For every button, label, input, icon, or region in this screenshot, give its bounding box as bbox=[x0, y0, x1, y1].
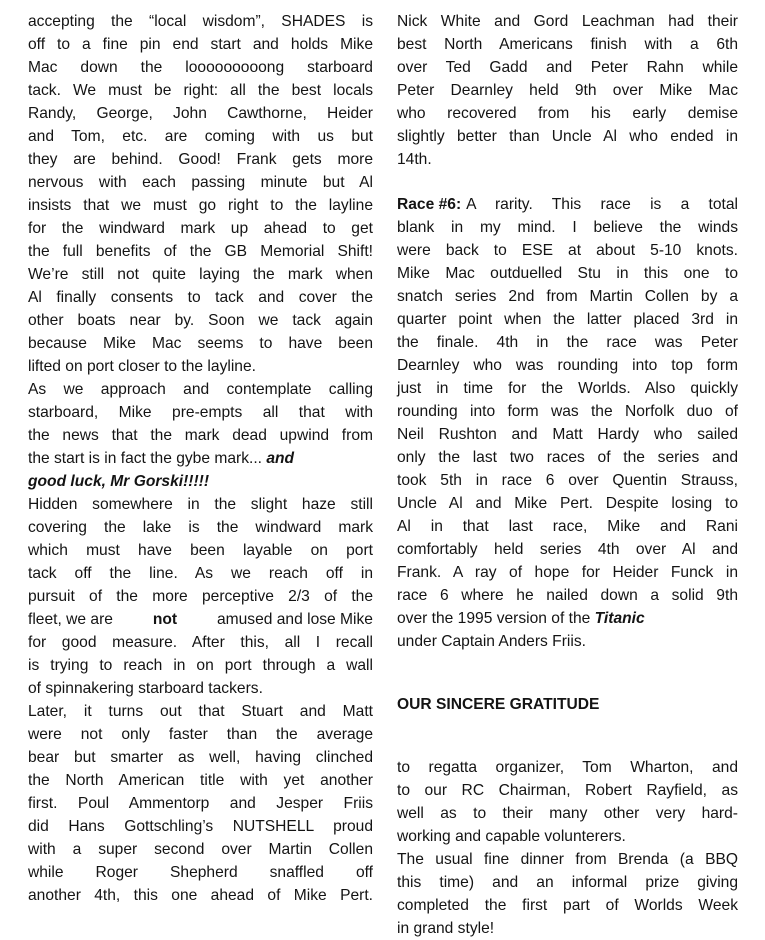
text-line: because Mike Mac seems to have been bbox=[28, 335, 373, 352]
text-line: for the windward mark up ahead to get bbox=[28, 220, 373, 237]
text-line: to regatta organizer, Tom Wharton, and bbox=[397, 759, 738, 776]
paragraph-gap bbox=[397, 716, 738, 756]
text-line: Dearnley who was rounding into top form bbox=[397, 357, 738, 374]
text-line: with a super second over Martin Collen bbox=[28, 841, 373, 858]
emphasis-not: not bbox=[152, 611, 178, 628]
text-line: covering the lake is the windward mark bbox=[28, 519, 373, 536]
text-line: and Tom, etc. are coming with us but bbox=[28, 128, 373, 145]
text-line: is trying to reach in on port through a wall bbox=[28, 657, 373, 674]
text-line: the finale. 4th in the race was Peter bbox=[397, 334, 738, 351]
text-line: As we approach and contemplate calling bbox=[28, 381, 373, 398]
left-column bbox=[28, 10, 373, 907]
text-line: which must have been layable on port bbox=[28, 542, 373, 559]
text-line: lifted on port closer to the layline. bbox=[28, 358, 256, 375]
text-segment: over the 1995 version of the bbox=[397, 610, 591, 627]
text-line: the news that the mark dead upwind from bbox=[28, 427, 373, 444]
text-line: Randy, George, John Cawthorne, Heider bbox=[28, 105, 373, 122]
emphasis-and: and bbox=[266, 450, 295, 467]
text-line: while Roger Shepherd snaffled off bbox=[28, 864, 373, 881]
text-line: were not only faster than the average bbox=[28, 726, 373, 743]
text-line bbox=[397, 607, 738, 630]
text-line: Mac down the looooooooong starboard bbox=[28, 59, 373, 76]
text-line: another 4th, this one ahead of Mike Pert. bbox=[28, 887, 373, 904]
text-line bbox=[397, 193, 738, 216]
text-line: blank in my mind. I believe the winds bbox=[397, 219, 738, 236]
text-line: to our RC Chairman, Robert Rayfield, as bbox=[397, 782, 738, 799]
text-line: The usual fine dinner from Brenda (a BBQ bbox=[397, 851, 738, 868]
text-line: good luck, Mr Gorski!!!!! bbox=[28, 473, 210, 490]
text-line: 14th. bbox=[397, 151, 432, 168]
text-line: We’re still not quite laying the mark when bbox=[28, 266, 373, 283]
text-line: for good measure. After this, all I recall bbox=[28, 634, 373, 651]
text-line: Peter Dearnley held 9th over Mike Mac bbox=[397, 82, 738, 99]
text-line: working and capable volunterers. bbox=[397, 828, 626, 845]
text-line bbox=[28, 447, 373, 470]
text-line: just in time for the Worlds. Also quickly bbox=[397, 380, 738, 397]
text-line: were back to ESE at about 5-10 knots. bbox=[397, 242, 738, 259]
text-line: pursuit of the more perceptive 2/3 of the bbox=[28, 588, 373, 605]
text-line: tack. We must be right: all the best locals bbox=[28, 82, 373, 99]
text-line: took 5th in race 6 over Quentin Strauss, bbox=[397, 472, 738, 489]
text-line: Later, it turns out that Stuart and Matt bbox=[28, 703, 373, 720]
text-line: tack off the line. As we reach off in bbox=[28, 565, 373, 582]
text-line: over Ted Gadd and Peter Rahn while bbox=[397, 59, 738, 76]
text-line: off to a fine pin end start and holds Mike bbox=[28, 36, 373, 53]
text-line: completed the first part of Worlds Week bbox=[397, 897, 738, 914]
text-line: Al in that last race, Mike and Rani bbox=[397, 518, 738, 535]
text-line: Uncle Al and Mike Pert. Despite losing to bbox=[397, 495, 738, 512]
text-line: best North Americans finish with a 6th bbox=[397, 36, 738, 53]
text-line: race 6 where he nailed down a solid 9th bbox=[397, 587, 738, 604]
text-line: bear but smarter as well, having clinched bbox=[28, 749, 373, 766]
text-line: slightly better than Uncle Al who ended in bbox=[397, 128, 738, 145]
text-line: comfortably held series 4th over Al and bbox=[397, 541, 738, 558]
text-line bbox=[28, 608, 373, 631]
paragraph-gap bbox=[397, 653, 738, 693]
text-segment: the start is in fact the gybe mark... bbox=[28, 450, 263, 467]
race6-label: Race #6: bbox=[397, 196, 462, 213]
text-line: other boats near by. Soon we tack again bbox=[28, 312, 373, 329]
section-heading: OUR SINCERE GRATITUDE bbox=[397, 696, 600, 713]
text-line: Mike Mac outduelled Stu in this one to bbox=[397, 265, 738, 282]
text-line: snatch series 2nd from Martin Collen by a bbox=[397, 288, 738, 305]
text-line: only the last two races of the series and bbox=[397, 449, 738, 466]
text-line: accepting the “local wisdom”, SHADES is bbox=[28, 13, 373, 30]
text-line: quarter point when the latter placed 3rd in bbox=[397, 311, 738, 328]
text-line: first. Poul Ammentorp and Jesper Friis bbox=[28, 795, 373, 812]
text-line: insists that we must go right to the layline bbox=[28, 197, 373, 214]
text-line: rounding into form was the Norfolk duo of bbox=[397, 403, 738, 420]
text-line: well as to their many other very hard- bbox=[397, 805, 738, 822]
right-column bbox=[397, 10, 738, 940]
text-line: the full benefits of the GB Memorial Shift! bbox=[28, 243, 373, 260]
text-segment: amused and lose Mike bbox=[216, 611, 373, 628]
text-line: Hidden somewhere in the slight haze still bbox=[28, 496, 373, 513]
paragraph-gap bbox=[397, 171, 738, 193]
text-line: under Captain Anders Friis. bbox=[397, 633, 586, 650]
text-line: nervous with each passing minute but Al bbox=[28, 174, 373, 191]
text-line: Frank. A ray of hope for Heider Funck in bbox=[397, 564, 738, 581]
text-segment: A rarity. This race is a total bbox=[466, 196, 738, 213]
text-line: the North American title with yet another bbox=[28, 772, 373, 789]
text-line: in grand style! bbox=[397, 920, 495, 937]
text-line: did Hans Gottschling’s NUTSHELL proud bbox=[28, 818, 373, 835]
text-line: Nick White and Gord Leachman had their bbox=[397, 13, 738, 30]
text-segment: fleet, we are bbox=[28, 611, 113, 628]
text-line: who recovered from his early demise bbox=[397, 105, 738, 122]
text-line: Al finally consents to tack and cover the bbox=[28, 289, 373, 306]
text-line: they are behind. Good! Frank gets more bbox=[28, 151, 373, 168]
text-line: of spinnakering starboard tackers. bbox=[28, 680, 263, 697]
text-line: Neil Rushton and Matt Hardy who sailed bbox=[397, 426, 738, 443]
text-line: this time) and an informal prize giving bbox=[397, 874, 738, 891]
titanic-emphasis: Titanic bbox=[594, 610, 645, 627]
text-line: starboard, Mike pre-empts all that with bbox=[28, 404, 373, 421]
